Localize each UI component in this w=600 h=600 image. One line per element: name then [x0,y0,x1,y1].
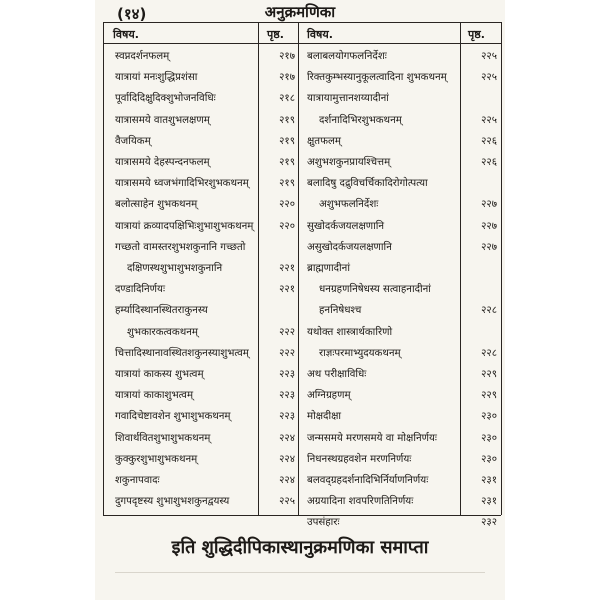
left-entry-text: यात्रायां काकस्य शुभत्वम् [115,369,204,380]
left-entry-page: २१७ [279,72,295,84]
left-entry-text: बलोत्साहेन शुभकथनम् [115,199,198,211]
right-entry-text: असुखोदर्कजयलक्षणानि [307,241,392,253]
left-entry-page: २२२ [279,326,295,338]
right-entry-text: रिक्तकुम्भस्यानुकूलत्वादिना शुभकथनम् [307,72,447,84]
right-entry-text: राज्ञःपरमाभ्युदयकथनम् [319,347,401,359]
index-page [95,0,505,600]
table-left-border [103,22,104,515]
left-subject-header: विषय. [113,28,139,41]
right-entry-text: यथोक्त शास्त्रार्थकारिणो [307,326,393,338]
left-entry-text: यात्रायां काकाशुभत्वम् [115,390,194,402]
right-entry-text: हननिषेधश्च [319,305,362,317]
left-entry-text: दुगपदृष्टस्य शुभाशुभशकुनद्वयस्य [115,496,230,508]
right-entry-text: यात्रायामुत्तानशय्यादीनां [307,93,389,105]
left-entry-text: दक्षिणस्थशुभाशुभशकुनानि [127,263,223,274]
left-entry-text: चित्तादिस्थानावस्थितशकुनस्याशुभत्वम् [115,347,249,359]
left-entry-page: २२० [279,199,295,211]
right-entry-text: धनग्रहणनिषेधस्य सत्वाहनादीनां [319,284,431,296]
left-entry-page: २२५ [279,496,295,508]
page-number: (१४) [117,5,147,23]
right-entry-page: २३० [481,432,497,444]
right-entry-text: उपसंहारः [307,517,340,529]
left-entry-page: २१९ [279,178,295,190]
right-entry-text: सुखोदर्कजयलक्षणानि [307,220,385,232]
left-entry-page: २१९ [279,114,295,126]
left-entry-text: कुक्कुरशुभाशुभकथनम् [115,453,198,465]
right-entry-page: २२५ [481,72,497,84]
left-entry-page: २२४ [279,432,295,444]
left-entry-text: हर्म्यादिस्थानस्थितराकुनस्य [115,305,208,317]
right-entry-page: २२६ [481,135,497,147]
right-entry-text: मोक्षदीक्षा [307,411,342,423]
left-page-header: पृष्ठ. [267,28,284,41]
left-entry-page: २२३ [279,390,295,402]
left-entry-page: २२३ [279,411,295,423]
left-entry-text: यात्रासमये ध्वजभंगादिभिरशुभकथनम् [115,178,249,190]
left-entry-page: २२४ [279,475,295,486]
right-entry-page: २२५ [481,51,497,62]
right-entry-text: बलवद्ग्रहदर्शनादिभिर्निर्याणनिर्णयः [307,475,429,486]
left-entry-text: वैजयिकम् [115,135,151,147]
right-entry-text: दर्शनादिभिरशुभकथनम् [319,114,402,126]
page-title: अनुक्रमणिका [264,3,336,21]
right-entry-page: २२५ [481,114,497,126]
right-entry-page: २२९ [481,369,497,380]
left-entry-page: २१९ [279,135,295,147]
left-entry-text: गच्छतो वामस्तरशुभशकुनानि गच्छतो [115,241,246,253]
table-top-rule [103,22,501,23]
left-entry-text: यात्रासमये देहस्पन्दनफलम् [115,157,210,168]
right-entry-page: २२७ [481,220,497,232]
left-entry-text: दण्डादिनिर्णयः [115,284,166,296]
table-header-rule [103,43,501,44]
left-entry-page: २२० [279,220,295,232]
left-entry-page: २२३ [279,369,295,380]
right-entry-text: बलाबलयोगफलनिर्देशः [307,51,387,62]
left-entry-text: यात्रायां मनःशुद्धिप्रशंसा [115,72,198,84]
left-entry-page: २१९ [279,157,295,168]
right-entry-page: २३० [481,453,497,465]
right-entry-text: अशुभशकुनप्रायश्चित्तम् [307,157,391,168]
table-right-border [501,22,502,515]
table-bottom-rule [103,515,501,516]
right-entry-page: २२७ [481,199,497,211]
right-entry-page: २३२ [481,517,497,529]
left-entry-text: शुभकारकत्वकथनम् [127,326,198,338]
right-entry-page: २२६ [481,157,497,168]
right-entry-text: अशुभफलनिर्देशः [319,199,379,211]
right-entry-text: अग्रयादिना शवपरिणतिनिर्णयः [307,496,414,508]
right-entry-page: २२८ [481,305,497,317]
right-entry-text: क्षुतफलम् [307,135,341,147]
table-center-divider [298,22,299,515]
right-entry-text: ब्राह्मणादीनां [307,263,350,274]
left-entry-page: २२४ [279,453,295,465]
right-entry-text: निधनस्थग्रहवशेन मरणनिर्णयः [307,453,412,465]
right-entry-text: अथ परीक्षाविधिः [307,369,367,380]
left-entry-text: पूर्वादिदिक्षुदिक्शुभोजनविधिः [115,93,216,105]
left-entry-page: २१८ [279,93,295,105]
right-entry-text: अग्निग्रहणम् [307,390,351,402]
left-entry-text: यात्रायां क्रव्यादपक्षिभिःशुभाशुभकथनम् [115,220,254,232]
left-entry-text: शकुनापवादः [115,475,160,486]
left-entry-page: २२२ [279,347,295,359]
right-subject-header: विषय. [307,28,333,41]
left-entry-page: २२१ [279,263,295,274]
left-entry-page: २२१ [279,284,295,296]
closing-line: इति शुद्धिदीपिकास्थानुक्रमणिका समाप्ता [171,537,429,558]
right-entry-page: २३० [481,411,497,423]
right-entry-page: २३१ [481,496,497,508]
right-entry-page: २२८ [481,347,497,359]
left-entry-text: गवादिचेष्टावशेन शुभाशुभकथनम् [115,411,231,423]
right-entry-text: जन्मसमये मरणसमये वा मोक्षनिर्णयः [307,432,437,444]
left-entry-text: शिवार्थवितशुभाशुभकथनम् [115,432,211,444]
left-entry-text: यात्रासमये वातशुभलक्षणम् [115,114,210,126]
faint-rule [115,572,485,573]
right-entry-page: २३१ [481,475,497,486]
right-entry-page: २२७ [481,241,497,253]
left-entry-text: स्वप्नदर्शनफलम् [115,51,170,62]
right-entry-page: २२९ [481,390,497,402]
right-page-header: पृष्ठ. [468,28,485,41]
right-entry-text: बलादिषु दद्रुविचर्चिकादिरोगोत्पत्या [307,178,428,190]
left-entry-page: २१७ [279,51,295,62]
